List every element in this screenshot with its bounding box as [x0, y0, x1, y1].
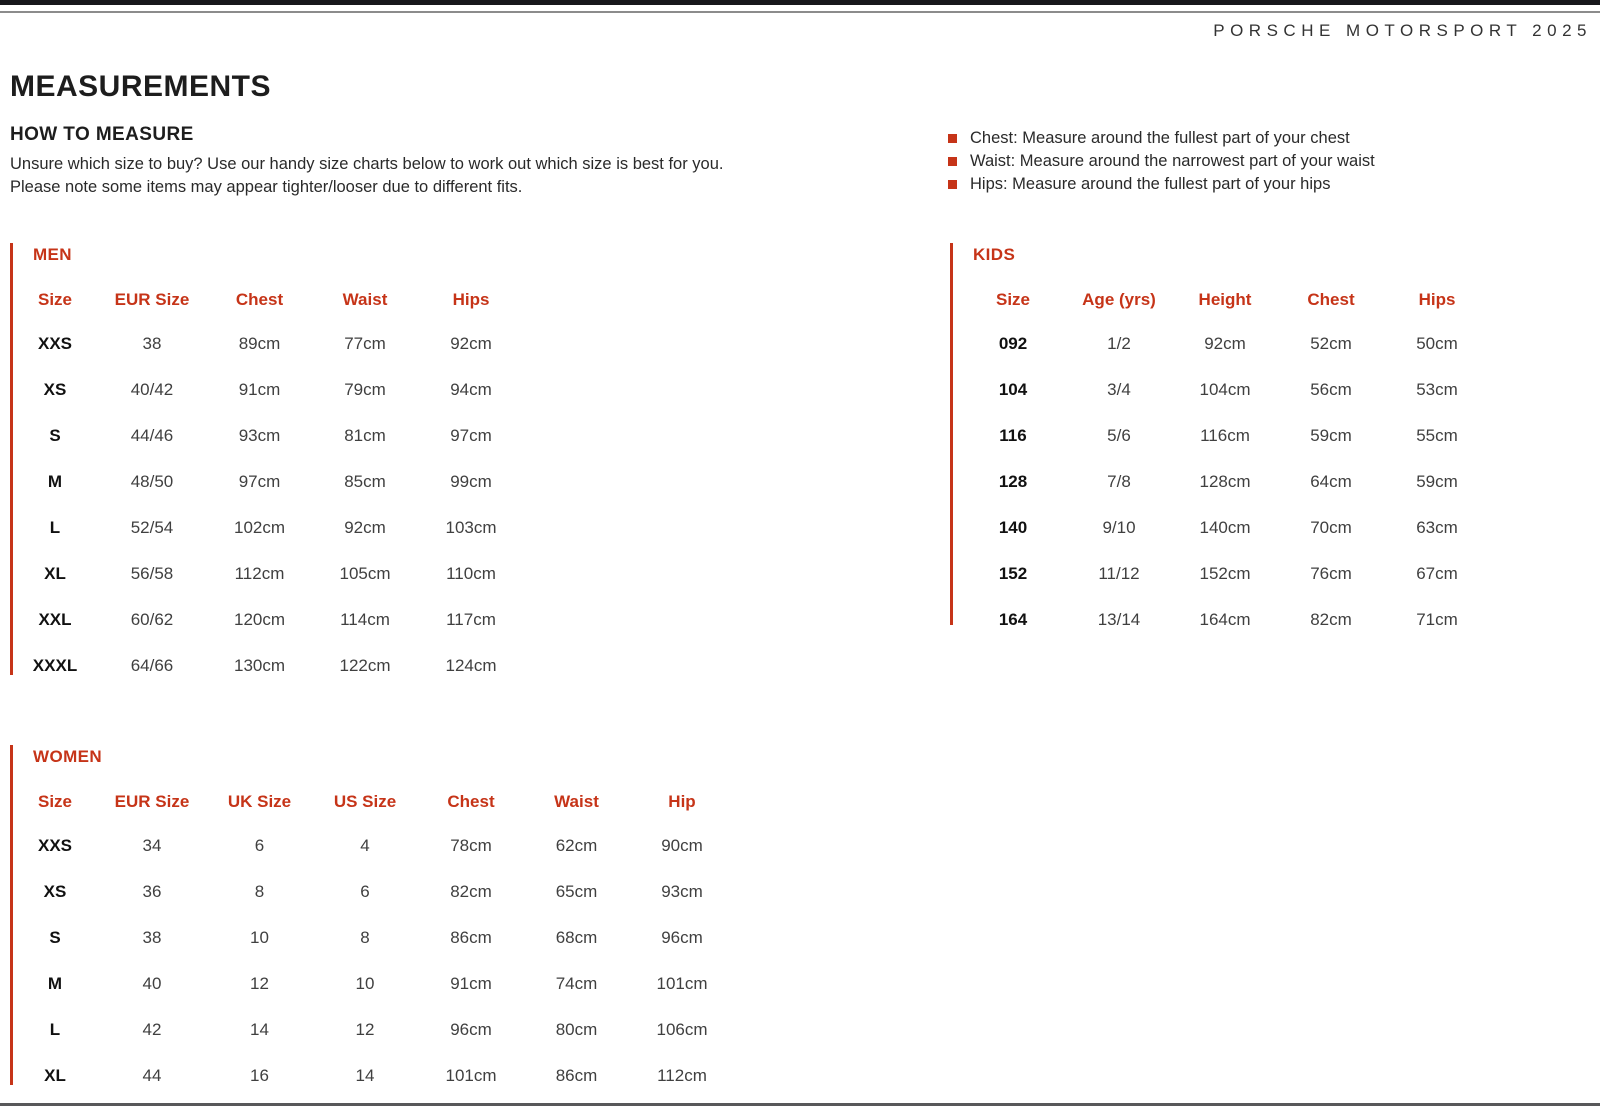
value-cell: 79cm: [344, 380, 386, 399]
value-cell: 14: [355, 1066, 375, 1085]
size-cell: 152: [998, 564, 1028, 583]
size-cell: 140: [998, 518, 1028, 537]
value-cell: 44: [142, 1066, 162, 1085]
value-cell: 64/66: [130, 656, 174, 675]
measure-tip-text: Hips: Measure around the fullest part of your hips: [970, 175, 1331, 193]
value-cell: 128cm: [1199, 472, 1251, 491]
value-cell: 96cm: [450, 1020, 492, 1039]
value-cell: 78cm: [450, 836, 492, 855]
value-cell: 91cm: [450, 974, 492, 993]
kids-table-grid: [953, 279, 1490, 643]
value-cell: 68cm: [555, 928, 598, 947]
value-cell: 71cm: [1416, 610, 1458, 629]
size-cell: XXL: [38, 610, 72, 629]
value-cell: 36: [142, 882, 162, 901]
value-cell: 85cm: [344, 472, 386, 491]
value-cell: 3/4: [1107, 380, 1131, 399]
value-cell: 60/62: [130, 610, 174, 629]
size-cell: XXXL: [32, 656, 78, 675]
size-cell: L: [49, 1020, 61, 1039]
column-header: Size: [37, 290, 73, 309]
value-cell: 94cm: [450, 380, 492, 399]
value-cell: 10: [355, 974, 375, 993]
value-cell: 102cm: [233, 518, 286, 537]
value-cell: 89cm: [238, 334, 281, 353]
women-table-grid: [13, 781, 735, 1099]
value-cell: 76cm: [1310, 564, 1352, 583]
value-cell: 67cm: [1416, 564, 1458, 583]
value-cell: 52/54: [130, 518, 174, 537]
value-cell: 14: [250, 1020, 269, 1039]
size-cell: 128: [998, 472, 1028, 491]
size-cell: 092: [998, 334, 1028, 353]
value-cell: 4: [360, 836, 370, 855]
value-cell: 120cm: [233, 610, 286, 629]
value-cell: 97cm: [238, 472, 281, 491]
value-cell: 13/14: [1097, 610, 1141, 629]
size-cell: 104: [998, 380, 1028, 399]
top-divider-line: [0, 11, 1600, 13]
value-cell: 117cm: [446, 610, 496, 629]
size-cell: XL: [44, 564, 66, 583]
value-cell: 124cm: [445, 656, 497, 675]
column-header: Chest: [1307, 290, 1355, 309]
size-cell: L: [49, 518, 61, 537]
value-cell: 86cm: [555, 1066, 598, 1085]
value-cell: 56/58: [130, 564, 174, 583]
value-cell: 53cm: [1416, 380, 1458, 399]
value-cell: 105cm: [339, 564, 391, 583]
column-header: Waist: [342, 290, 388, 309]
column-header: Waist: [554, 792, 599, 811]
measure-tip-text: Chest: Measure around the fullest part of your chest: [970, 129, 1350, 147]
how-to-measure-section: [10, 124, 870, 199]
column-header: Height: [1198, 290, 1252, 309]
column-header: Chest: [447, 792, 495, 811]
value-cell: 82cm: [450, 882, 492, 901]
column-header: US Size: [333, 792, 397, 811]
value-cell: 116cm: [1200, 426, 1250, 445]
value-cell: 52cm: [1310, 334, 1352, 353]
size-cell: M: [47, 974, 63, 993]
column-header: Age (yrs): [1082, 290, 1156, 309]
men-table-title: MEN: [33, 245, 72, 264]
women-table-title: WOMEN: [33, 747, 103, 766]
value-cell: 77cm: [344, 334, 386, 353]
value-cell: 92cm: [344, 518, 386, 537]
value-cell: 50cm: [1416, 334, 1458, 353]
value-cell: 96cm: [661, 928, 703, 947]
value-cell: 8: [360, 928, 370, 947]
value-cell: 99cm: [450, 472, 492, 491]
column-header: Hips: [1418, 290, 1456, 309]
measure-tip-hips: [948, 173, 1375, 196]
how-to-measure-line: Unsure which size to buy? Use our handy size charts below to work out which size is best for you.: [10, 155, 724, 173]
value-cell: 82cm: [1310, 610, 1352, 629]
value-cell: 6: [360, 882, 370, 901]
value-cell: 122cm: [339, 656, 391, 675]
measure-tip-chest: [948, 127, 1375, 150]
value-cell: 91cm: [238, 380, 281, 399]
value-cell: 80cm: [555, 1020, 598, 1039]
value-cell: 74cm: [555, 974, 598, 993]
value-cell: 114cm: [340, 610, 390, 629]
value-cell: 5/6: [1107, 426, 1131, 445]
value-cell: 9/10: [1102, 518, 1136, 537]
size-cell: S: [49, 426, 61, 445]
value-cell: 16: [250, 1066, 269, 1085]
value-cell: 140cm: [1199, 518, 1251, 537]
column-header: Chest: [235, 290, 284, 309]
value-cell: 92cm: [450, 334, 492, 353]
size-cell: XXS: [37, 334, 73, 353]
value-cell: 42: [142, 1020, 162, 1039]
value-cell: 86cm: [450, 928, 492, 947]
measure-tips-list: [948, 127, 1375, 196]
value-cell: 164cm: [1199, 610, 1251, 629]
value-cell: 93cm: [661, 882, 703, 901]
value-cell: 110cm: [446, 564, 496, 583]
column-header: Hip: [668, 792, 696, 811]
kids-table-title: KIDS: [973, 245, 1016, 264]
value-cell: 59cm: [1416, 472, 1458, 491]
value-cell: 8: [254, 882, 265, 901]
top-black-bar: [0, 0, 1600, 5]
size-cell: 116: [999, 426, 1027, 445]
column-header: Size: [995, 290, 1031, 309]
column-header: UK Size: [227, 792, 292, 811]
how-to-measure-heading: HOW TO MEASURE: [10, 124, 194, 145]
value-cell: 70cm: [1310, 518, 1352, 537]
value-cell: 34: [142, 836, 162, 855]
value-cell: 55cm: [1416, 426, 1458, 445]
men-size-table: [10, 243, 524, 675]
value-cell: 81cm: [344, 426, 386, 445]
value-cell: 101cm: [656, 974, 708, 993]
value-cell: 40/42: [130, 380, 174, 399]
value-cell: 62cm: [555, 836, 598, 855]
men-table-grid: [13, 279, 524, 689]
value-cell: 11/12: [1098, 564, 1140, 583]
value-cell: 56cm: [1310, 380, 1352, 399]
measure-tip-waist: [948, 150, 1375, 173]
bullet-square-icon: [948, 134, 957, 143]
value-cell: 6: [254, 836, 265, 855]
size-cell: XS: [43, 882, 67, 901]
size-cell: XL: [44, 1066, 66, 1085]
bottom-divider-line: [0, 1103, 1600, 1106]
size-cell: XXS: [37, 836, 73, 855]
value-cell: 92cm: [1204, 334, 1246, 353]
value-cell: 63cm: [1416, 518, 1458, 537]
bullet-square-icon: [948, 157, 957, 166]
value-cell: 93cm: [238, 426, 281, 445]
value-cell: 104cm: [1199, 380, 1251, 399]
value-cell: 65cm: [555, 882, 598, 901]
column-header: EUR Size: [114, 792, 190, 811]
value-cell: 103cm: [445, 518, 497, 537]
brand-header: PORSCHE MOTORSPORT 2025: [1213, 21, 1592, 40]
value-cell: 12: [355, 1020, 375, 1039]
value-cell: 1/2: [1107, 334, 1131, 353]
value-cell: 38: [142, 928, 162, 947]
value-cell: 90cm: [661, 836, 703, 855]
value-cell: 59cm: [1310, 426, 1352, 445]
value-cell: 106cm: [656, 1020, 708, 1039]
value-cell: 40: [142, 974, 162, 993]
value-cell: 64cm: [1310, 472, 1352, 491]
value-cell: 48/50: [130, 472, 174, 491]
size-cell: 164: [998, 610, 1028, 629]
kids-size-table: [950, 243, 1490, 629]
value-cell: 44/46: [130, 426, 174, 445]
value-cell: 10: [250, 928, 269, 947]
column-header: Hips: [452, 290, 490, 309]
value-cell: 12: [250, 974, 269, 993]
value-cell: 112cm: [657, 1066, 707, 1085]
value-cell: 101cm: [445, 1066, 497, 1085]
value-cell: 38: [142, 334, 162, 353]
women-size-table: [10, 745, 735, 1085]
column-header: EUR Size: [114, 290, 190, 309]
value-cell: 7/8: [1107, 472, 1131, 491]
size-cell: XS: [43, 380, 67, 399]
value-cell: 130cm: [233, 656, 286, 675]
how-to-measure-line: Please note some items may appear tighter/looser due to different fits.: [10, 178, 523, 196]
value-cell: 112cm: [234, 564, 285, 583]
size-cell: M: [47, 472, 63, 491]
value-cell: 97cm: [450, 426, 492, 445]
bullet-square-icon: [948, 180, 957, 189]
column-header: Size: [37, 792, 73, 811]
measure-tip-text: Waist: Measure around the narrowest part of your waist: [970, 152, 1375, 170]
size-cell: S: [49, 928, 61, 947]
value-cell: 152cm: [1199, 564, 1251, 583]
page-title: MEASUREMENTS: [10, 70, 272, 103]
